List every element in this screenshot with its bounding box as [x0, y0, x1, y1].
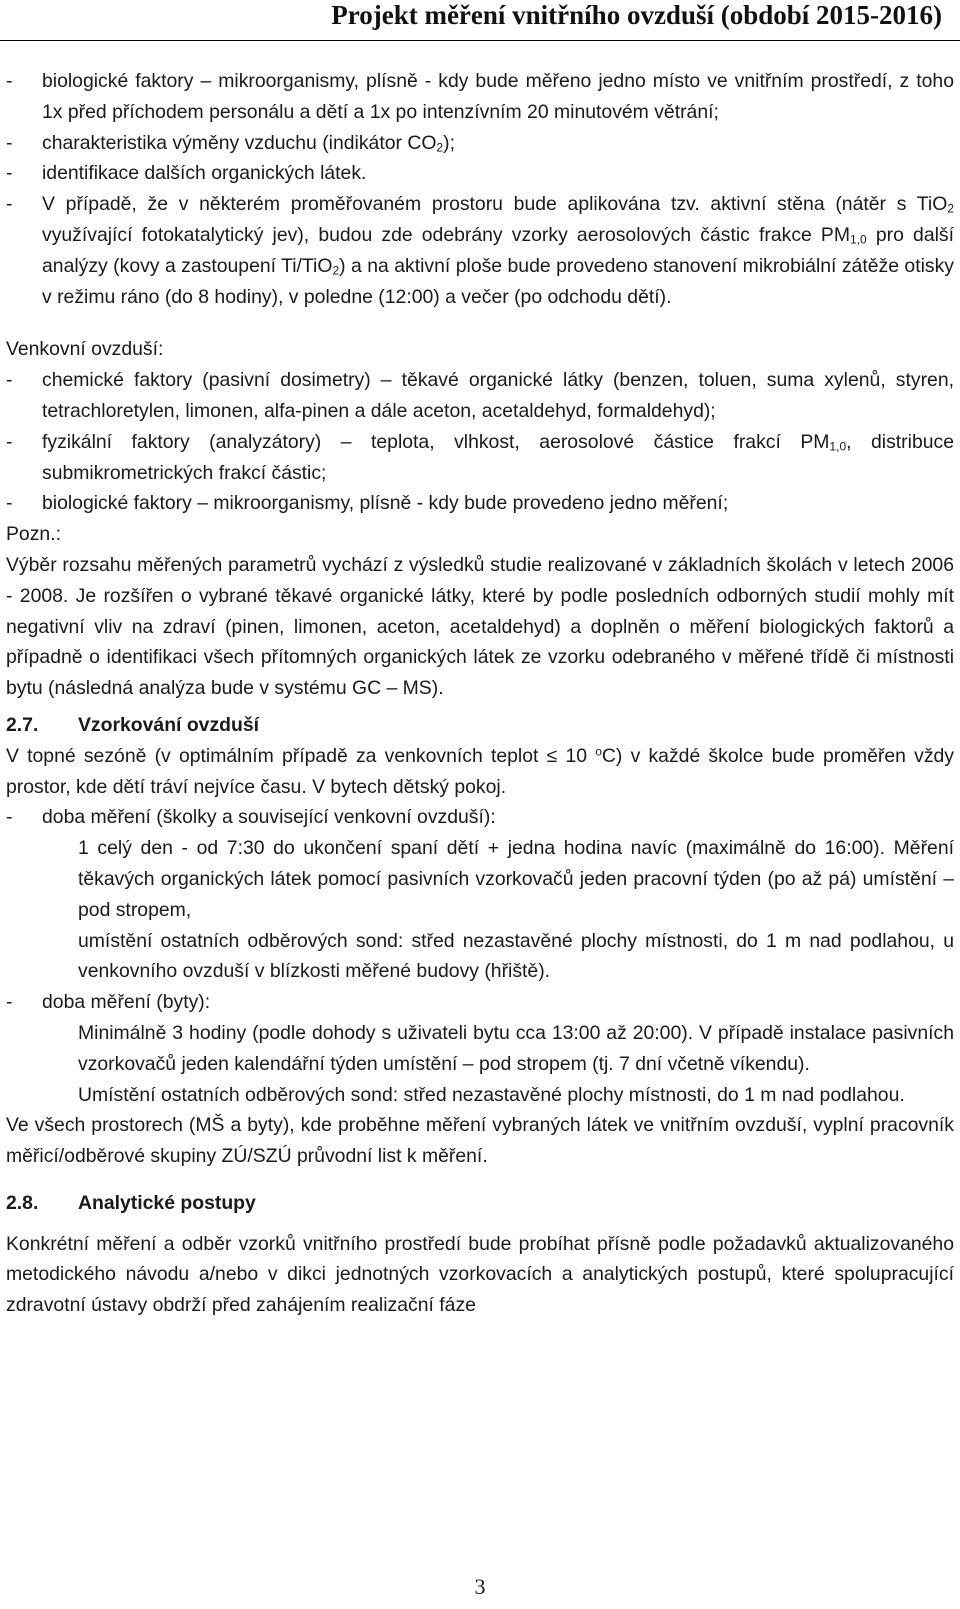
outdoor-heading: Venkovní ovzduší: [6, 338, 164, 361]
outdoor-biological: - biologické faktory – mikroorganismy, plísně - kdy bude provedeno jedno měření; [6, 488, 954, 519]
kinder-duration-label: - doba měření (školky a související venkovní ovzduší): [6, 802, 954, 833]
air-exchange-end: ); [443, 131, 455, 154]
section-2-7-title: Vzorkování ovzduší [78, 713, 260, 736]
pm10-subscript: 1,0 [850, 232, 867, 247]
page-number: 3 [474, 1574, 486, 1599]
intro-text-3: C) v každé školce bude proměřen vždy prostor, kde dětí tráví nejvíce času. V bytech dětský pokoj. [6, 744, 955, 798]
indoor-bio-factors: - biologické faktory – mikroorganismy, plísně - kdy bude měřeno jedno místo ve vnitřním prostředí, z toho 1x před příchodem personálu a dětí a 1x po intenzívním 20 minutovém větrání; [6, 66, 954, 128]
flats-duration-text-1: Minimálně 3 hodiny (podle dohody s uživateli bytu cca 13:00 až 20:00). V případě instalace pasivních vzorkovačů jeden kalendářní týden umístění – pod stropem (tj. 7 dní včetně víkendu). [78, 1021, 954, 1075]
kinder-duration-text-1: 1 celý den - od 7:30 do ukončení spaní dětí + jedna hodina navíc (maximálně do 16:00). Měření těkavých organických látek pomocí pasivních vzorkovačů jeden pracovní týden (po až pá) umístění – pod stropem, [78, 837, 954, 921]
tio2-subscript-2: 2 [332, 263, 340, 278]
physical-text-1: fyzikální faktory (analyzátory) – teplota, vlhkost, aerosolové částice frakcí PM [42, 430, 830, 453]
degree-superscript: o [595, 744, 602, 759]
section-2-7-number: 2.7. [6, 713, 39, 736]
section-2-8-heading [6, 1188, 954, 1219]
physical-text-2: , distribuce submikrometrických frakcí částic; [42, 430, 954, 484]
outdoor-chemical: - chemické faktory (pasivní dosimetry) – těkavé organické látky (benzen, toluen, suma xylenů, styren, tetrachloretylen, limonen, alfa-pinen a dále aceton, acetaldehyd, formaldehyd); [6, 365, 954, 427]
section-2-8-title: Analytické postupy [78, 1191, 256, 1214]
header-title: Projekt měření vnitřního ovzduší (období 2015-2016) [331, 0, 942, 30]
note-label: Pozn.: [6, 523, 61, 546]
pm10-subscript-outdoor: 1,0 [829, 439, 847, 454]
kinder-duration-text-2: umístění ostatních odběrových sond: střed nezastavěné plochy místnosti, do 1 m nad podlahou, u venkovního ovzduší v blízkosti měřené budovy (hřiště). [78, 929, 954, 983]
active-wall-text-2: využívající fotokatalytický jev), budou zde odebrány vzorky aerosolových částic frakce PM [42, 223, 851, 246]
air-exchange-text: charakteristika výměny vzduchu (indikátor CO [42, 131, 437, 154]
active-wall-text-4: ) a na aktivní ploše bude provedeno stanovení mikrobiální zátěže otisky v režimu ráno (do 8 hodiny), v poledne (12:00) a večer (po odchodu dětí). [42, 254, 954, 308]
note-text: Výběr rozsahu měřených parametrů vychází z výsledků studie realizované v základních školách v letech 2006 - 2008. Je rozšířen o vybrané těkavé organické látky, které by podle posledních odborných studií mohly mít negativní vliv na zdraví (pinen, limonen, aceton, acetaldehyd) a doplněn o měření biologických faktorů a případně o identifikaci všech přítomných organických látek ze vzorku odebraného v měřené třídě či místnosti bytu (následná analýza bude v systému GC – MS). [6, 553, 954, 700]
indoor-air-exchange [6, 128, 954, 159]
le-sign: ≤ [546, 744, 558, 767]
page-header [0, 0, 960, 41]
section-2-8-number: 2.8. [6, 1191, 39, 1214]
indoor-active-wall [6, 189, 954, 312]
tio2-subscript: 2 [947, 201, 954, 216]
flats-duration-label: - doba měření (byty): [6, 987, 954, 1018]
active-wall-text-1: V případě, že v některém proměřovaném prostoru bude aplikována tzv. aktivní stěna (nátěr s TiO [42, 193, 948, 216]
intro-text-2: 10 [557, 744, 596, 767]
section-2-7-closing: Ve všech prostorech (MŠ a byty), kde proběhne měření vybraných látek ve vnitřním ovzduší, vyplní pracovník měřicí/odběrové skupiny ZÚ/SZÚ průvodní list k měření. [6, 1114, 954, 1168]
section-2-7-intro [6, 741, 954, 803]
flats-duration-text-2: Umístění ostatních odběrových sond: střed nezastavěné plochy místnosti, do 1 m nad podlahou. [78, 1083, 905, 1106]
active-wall-text-3: pro další analýzy (kovy a zastoupení Ti/TiO [42, 223, 954, 277]
section-2-8-text: Konkrétní měření a odběr vzorků vnitřního prostředí bude probíhat přísně podle požadavků aktualizovaného metodického návodu a/nebo v dikci jednotných vzorkovacích a analytických postupů, které spolupracující zdravotní ústavy obdrží před zahájením realizační fáze [6, 1232, 954, 1317]
co2-subscript: 2 [436, 139, 444, 154]
section-2-7-heading [6, 710, 954, 741]
document-body [6, 66, 954, 1321]
outdoor-physical [6, 427, 954, 489]
intro-text-1: V topné sezóně (v optimálním případě za venkovních teplot [6, 744, 547, 767]
indoor-organic-ident: - identifikace dalších organických látek. [6, 158, 954, 189]
